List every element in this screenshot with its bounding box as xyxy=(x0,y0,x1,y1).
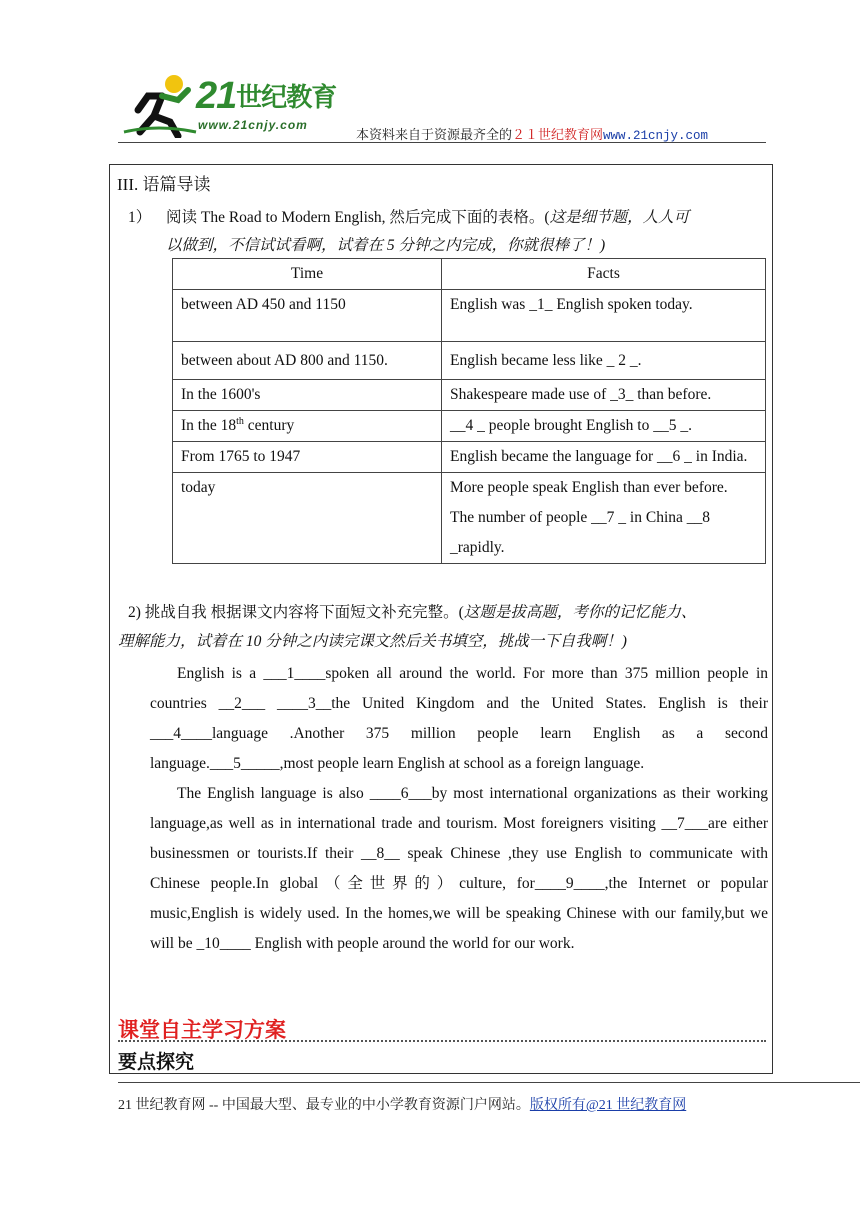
time-cell: today xyxy=(173,473,442,564)
q1-instruction-plain: 阅读 The Road to Modern English, 然后完成下面的表格。( xyxy=(166,209,550,226)
runner-icon xyxy=(118,66,198,138)
cloze-paragraph-2: The English language is also ____6___by most international organizations as their working language,as well as in international trade and tourism. Most foreigners visiting __7___are either businessmen or tourists.If their __8__ speak Chinese ,they use English to communicate with Chinese people.In global（全世界的）culture, for____9____,the Internet or popular music,English is widely used. In the homes,we will be speaking Chinese with our family,but we will be _10____ English with people around the world for our work. xyxy=(150,785,768,952)
facts-cell: English was _1_ English spoken today. xyxy=(442,290,766,342)
header-divider xyxy=(118,142,766,143)
section-title: III. 语篇导读 xyxy=(117,175,211,194)
footer-divider xyxy=(118,1082,860,1083)
footer-copyright-link[interactable]: 版权所有@21 世纪教育网 xyxy=(529,1098,687,1113)
time-cell xyxy=(173,411,442,442)
page-footer xyxy=(118,1094,686,1114)
time-cell: From 1765 to 1947 xyxy=(173,442,442,473)
facts-cell: Shakespeare made use of _3_ than before. xyxy=(442,380,766,411)
time-pre: In the 18 xyxy=(181,417,237,434)
table-row xyxy=(173,473,766,564)
header-time: Time xyxy=(173,259,442,290)
logo-url: www.21cnjy.com xyxy=(198,118,308,132)
table-row xyxy=(173,342,766,380)
question1-instruction-cont: 以做到，不信试试看啊，试着在 5 分钟之内完成，你就很棒了！) xyxy=(166,237,606,254)
facts-table xyxy=(172,258,766,564)
question1-instruction xyxy=(166,208,689,228)
tagline-url[interactable]: www.21cnjy.com xyxy=(603,129,709,143)
header-facts: Facts xyxy=(442,259,766,290)
question2-instruction-cont: 理解能力，试着在 10 分钟之内读完课文然后关书填空，挑战一下自我啊！) xyxy=(118,633,627,650)
tagline-brand: ２１世纪教育网 xyxy=(512,127,604,142)
tagline-prefix: 本资料来自于资源最齐全的 xyxy=(356,127,513,142)
footer-text: 21 世纪教育网 -- 中国最大型、最专业的中小学教育资源门户网站。 xyxy=(118,1098,530,1113)
facts-cell: English became less like _ 2 _. xyxy=(442,342,766,380)
key-points-heading: 要点探究 xyxy=(118,1051,195,1073)
facts-cell: More people speak English than ever before. The number of people __7 _ in China __8 _rapidly. xyxy=(442,473,766,564)
table-row xyxy=(173,411,766,442)
cloze-paragraph-1: English is a ___1____spoken all around the world. For more than 375 million people in countries __2___ ____3__the United Kingdom and the United States. English is their ___4____language .Another 375 million people learn English as a second language.___5_____,most people learn English at school as a foreign language. xyxy=(150,665,768,772)
q1-instruction-italic: 这是细节题，人人可 xyxy=(549,209,690,226)
site-logo[interactable] xyxy=(118,66,358,138)
facts-cell: __4 _ people brought English to __5 _. xyxy=(442,411,766,442)
logo-chinese: 世纪教育 xyxy=(236,82,337,112)
page-header xyxy=(0,0,860,145)
time-cell: between AD 450 and 1150 xyxy=(173,290,442,342)
study-plan-heading: 课堂自主学习方案 xyxy=(118,1018,286,1042)
time-post: century xyxy=(243,417,295,434)
table-row xyxy=(173,442,766,473)
q2-instruction-italic: 这题是拔高题，考你的记忆能力、 xyxy=(463,604,697,621)
q2-instruction-plain: 2) 挑战自我 根据课文内容将下面短文补充完整。( xyxy=(128,604,464,621)
time-cell: between about AD 800 and 1150. xyxy=(173,342,442,380)
logo-wordmark xyxy=(196,76,336,117)
logo-number: 21 xyxy=(196,75,237,117)
time-sup: th xyxy=(236,415,244,427)
dotted-divider xyxy=(118,1040,766,1042)
table-header-row xyxy=(173,259,766,290)
time-cell: In the 1600's xyxy=(173,380,442,411)
question2-instruction xyxy=(128,603,696,623)
question1-label: 1） xyxy=(128,209,152,226)
table-row xyxy=(173,380,766,411)
header-tagline xyxy=(356,124,708,143)
facts-cell: English became the language for __6 _ in India. xyxy=(442,442,766,473)
table-row xyxy=(173,290,766,342)
